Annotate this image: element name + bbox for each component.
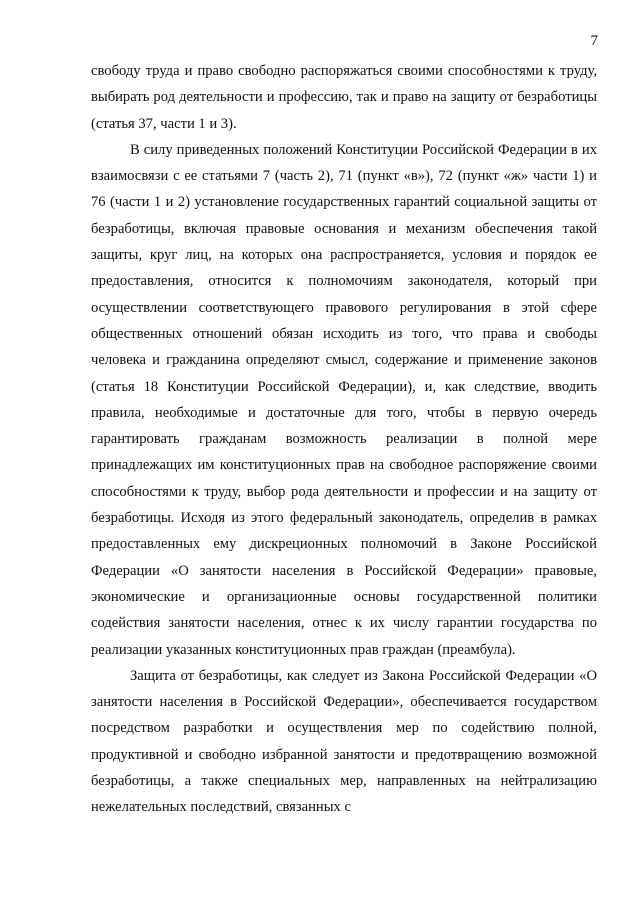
- paragraph-continuation: свободу труда и право свободно распоряжаться своими способностями к труду, выбирать род деятельности и профессию, так и право на защиту от безработицы (статья 37, части 1 и 3).: [91, 63, 597, 132]
- paragraph-unemployment-protection: Защита от безработицы, как следует из Закона Российской Федерации «О занятости населения в Российской Федерации», обеспечивается государством посредством разработки и осуществления мер по содействию полной, продуктивной и свободно избранной занятости и предотвращению возможной безработицы, а также специальных мер, направленных на нейтрализацию нежелательных последствий, связанных с: [91, 667, 597, 816]
- document-body: [91, 58, 597, 821]
- page-number: 7: [590, 33, 598, 49]
- paragraph-constitutional-provisions: В силу приведенных положений Конституции Российской Федерации в их взаимосвязи с ее статьями 7 (часть 2), 71 (пункт «в»), 72 (пункт «ж» части 1) и 76 (части 1 и 2) установление государственных гарантий социальной защиты от безработицы, включая правовые основания и механизм обеспечения такой защиты, круг лиц, на которых она распространяется, условия и порядок ее предоставления, относится к полномочиям законодателя, который при осуществлении соответствующего правового регулирования в этой сфере общественных отношений обязан исходить из того, что права и свободы человека и гражданина определяют смысл, содержание и применение законов (статья 18 Конституции Российской Федерации), и, как следствие, вводить правила, необходимые и достаточные для того, чтобы в первую очередь гарантировать гражданам возможность реализации в полной мере принадлежащих им конституционных прав на свободное распоряжение своими способностями к труду, выбор рода деятельности и профессии и на защиту от безработицы. Исходя из этого федеральный законодатель, определив в рамках предоставленных ему дискреционных полномочий в Законе Российской Федерации «О занятости населения в Российской Федерации» правовые, экономические и организационные основы государственной политики содействия занятости населения, отнес к их числу гарантии государства по реализации указанных конституционных прав граждан (преамбула).: [91, 141, 597, 658]
